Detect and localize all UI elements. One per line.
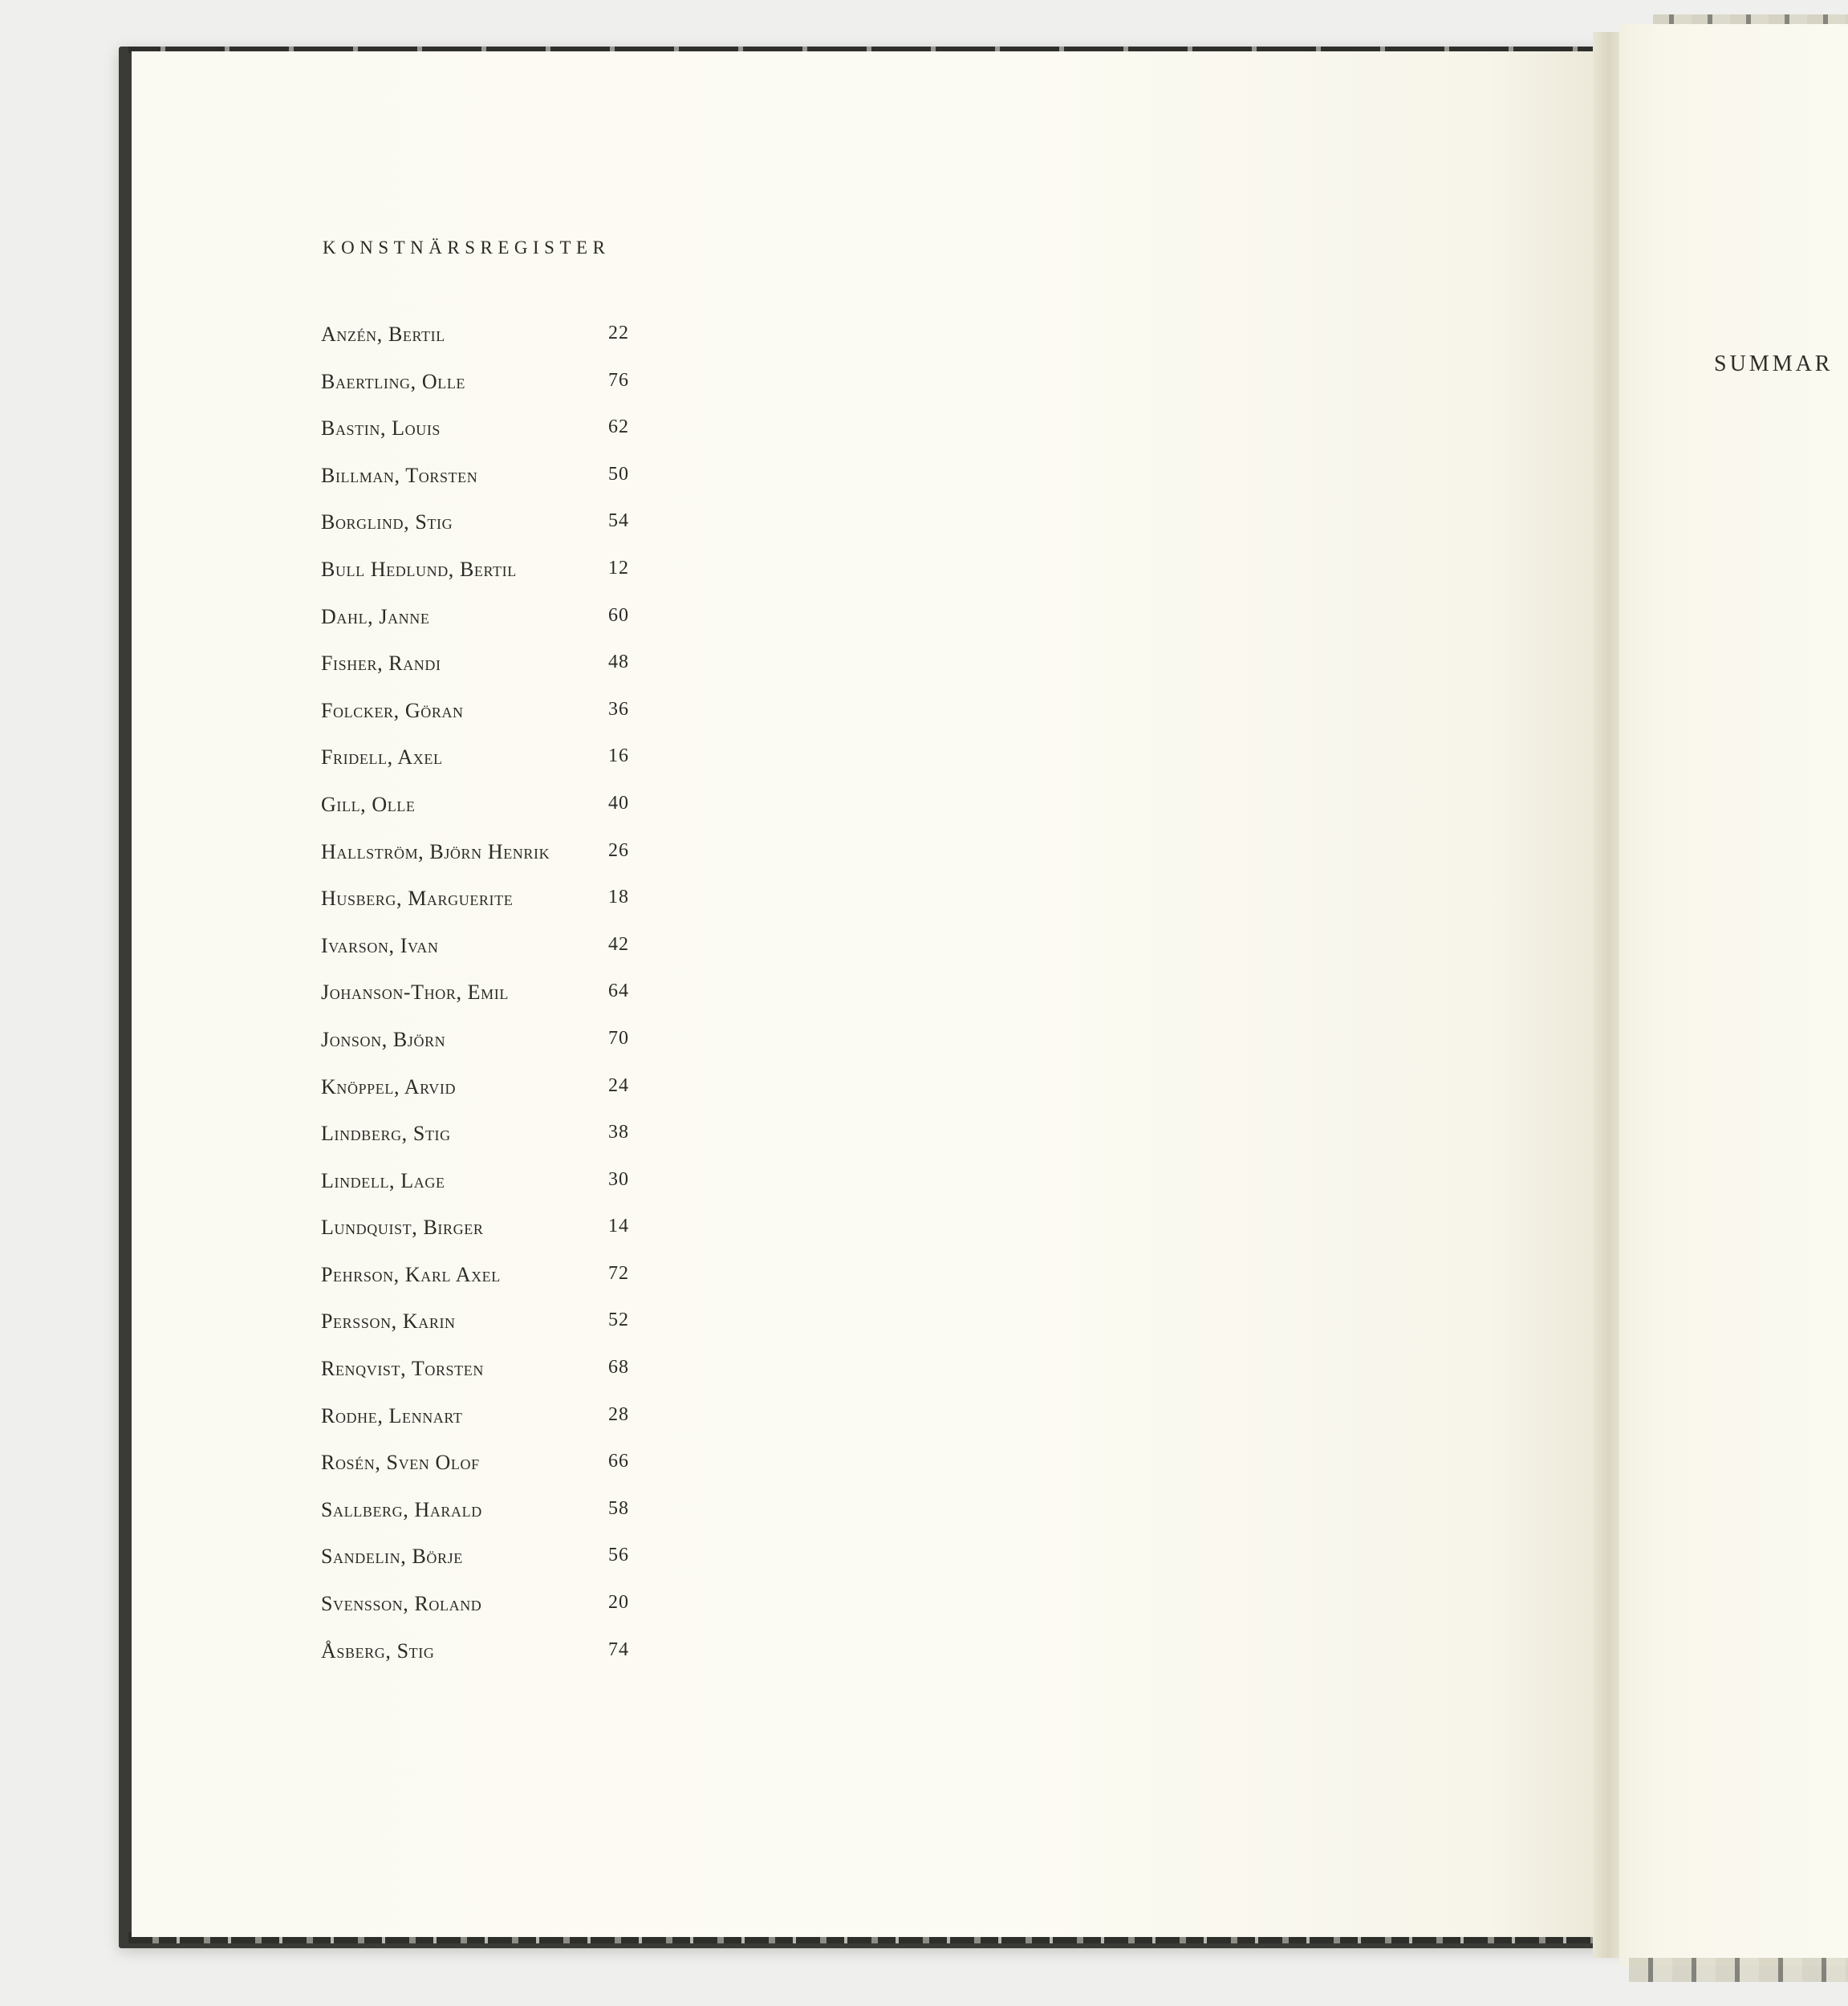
page-number: 56 bbox=[608, 1545, 629, 1566]
artist-register-list bbox=[321, 315, 634, 1678]
artist-name: Lindberg, Stig bbox=[321, 1122, 451, 1146]
register-entry bbox=[321, 737, 634, 785]
artist-name: Gill, Olle bbox=[321, 792, 416, 816]
artist-name: Baertling, Olle bbox=[321, 369, 466, 393]
artist-name: Fisher, Randi bbox=[321, 652, 441, 676]
artist-name: Borglind, Stig bbox=[321, 510, 453, 534]
register-heading: KONSTNÄRSREGISTER bbox=[323, 238, 611, 258]
page-number: 20 bbox=[608, 1592, 629, 1614]
page-number: 36 bbox=[608, 698, 629, 720]
artist-name: Bull Hedlund, Bertil bbox=[321, 557, 517, 581]
page-number: 62 bbox=[608, 416, 629, 438]
artist-name: Pehrson, Karl Axel bbox=[321, 1262, 501, 1286]
right-page bbox=[1619, 24, 1848, 1966]
page-number: 18 bbox=[608, 887, 629, 908]
page-number: 42 bbox=[608, 933, 629, 955]
page-number: 16 bbox=[608, 745, 629, 767]
page-number: 26 bbox=[608, 839, 629, 861]
register-entry bbox=[321, 597, 634, 644]
page-number: 70 bbox=[608, 1027, 629, 1049]
register-entry bbox=[321, 362, 634, 409]
artist-name: Rosén, Sven Olof bbox=[321, 1451, 480, 1475]
register-entry bbox=[321, 1584, 634, 1631]
register-entry bbox=[321, 832, 634, 879]
register-entry bbox=[321, 315, 634, 362]
artist-name: Persson, Karin bbox=[321, 1310, 456, 1334]
artist-name: Åsberg, Stig bbox=[321, 1639, 435, 1663]
page-number: 68 bbox=[608, 1357, 629, 1379]
page-number: 12 bbox=[608, 557, 629, 579]
register-entry bbox=[321, 644, 634, 691]
page-number: 66 bbox=[608, 1451, 629, 1472]
page-number: 60 bbox=[608, 604, 629, 626]
register-entry bbox=[321, 1301, 634, 1349]
register-entry bbox=[321, 973, 634, 1020]
register-entry bbox=[321, 1631, 634, 1679]
register-entry bbox=[321, 408, 634, 456]
artist-name: Sallberg, Harald bbox=[321, 1497, 482, 1521]
artist-name: Husberg, Marguerite bbox=[321, 887, 514, 911]
artist-name: Lundquist, Birger bbox=[321, 1216, 484, 1240]
page-number: 30 bbox=[608, 1168, 629, 1190]
artist-name: Billman, Torsten bbox=[321, 463, 478, 487]
page-number: 64 bbox=[608, 981, 629, 1002]
artist-name: Jonson, Björn bbox=[321, 1027, 446, 1051]
page-number: 24 bbox=[608, 1074, 629, 1096]
page-number: 22 bbox=[608, 323, 629, 343]
artist-name: Ivarson, Ivan bbox=[321, 933, 439, 957]
register-entry bbox=[321, 1537, 634, 1584]
register-entry bbox=[321, 1067, 634, 1115]
register-entry bbox=[321, 1396, 634, 1444]
page-number: 48 bbox=[608, 652, 629, 673]
register-entry bbox=[321, 926, 634, 973]
artist-name: Johanson-Thor, Emil bbox=[321, 981, 509, 1005]
artist-name: Bastin, Louis bbox=[321, 416, 441, 441]
right-page-title: SUMMAR bbox=[1714, 351, 1834, 376]
register-entry bbox=[321, 691, 634, 738]
artist-name: Anzén, Bertil bbox=[321, 323, 445, 346]
register-entry bbox=[321, 785, 634, 832]
page-number: 52 bbox=[608, 1310, 629, 1331]
register-entry bbox=[321, 1443, 634, 1490]
page-number: 28 bbox=[608, 1403, 629, 1425]
artist-name: Knöppel, Arvid bbox=[321, 1074, 457, 1098]
artist-name: Rodhe, Lennart bbox=[321, 1403, 463, 1427]
register-entry bbox=[321, 1114, 634, 1161]
page-number: 14 bbox=[608, 1216, 629, 1237]
artist-name: Renqvist, Torsten bbox=[321, 1357, 484, 1381]
page-number: 50 bbox=[608, 463, 629, 485]
register-entry bbox=[321, 1020, 634, 1067]
register-entry bbox=[321, 1255, 634, 1302]
register-entry bbox=[321, 456, 634, 503]
artist-name: Svensson, Roland bbox=[321, 1592, 482, 1616]
page-number: 74 bbox=[608, 1639, 629, 1660]
page-number: 58 bbox=[608, 1497, 629, 1519]
register-entry bbox=[321, 1349, 634, 1396]
right-page-bottom-edge bbox=[1629, 1958, 1848, 1982]
register-entry bbox=[321, 1161, 634, 1208]
register-entry bbox=[321, 879, 634, 926]
page-number: 38 bbox=[608, 1122, 629, 1143]
artist-name: Sandelin, Börje bbox=[321, 1545, 463, 1569]
artist-name: Folcker, Göran bbox=[321, 698, 464, 722]
register-entry bbox=[321, 1208, 634, 1255]
page-number: 40 bbox=[608, 792, 629, 814]
page-number: 72 bbox=[608, 1262, 629, 1284]
register-entry bbox=[321, 550, 634, 597]
page-number: 76 bbox=[608, 369, 629, 391]
artist-name: Fridell, Axel bbox=[321, 745, 443, 770]
artist-name: Lindell, Lage bbox=[321, 1168, 445, 1192]
page-number: 54 bbox=[608, 510, 629, 532]
artist-name: Hallström, Björn Henrik bbox=[321, 839, 550, 863]
register-entry bbox=[321, 502, 634, 550]
artist-name: Dahl, Janne bbox=[321, 604, 430, 628]
register-entry bbox=[321, 1490, 634, 1537]
